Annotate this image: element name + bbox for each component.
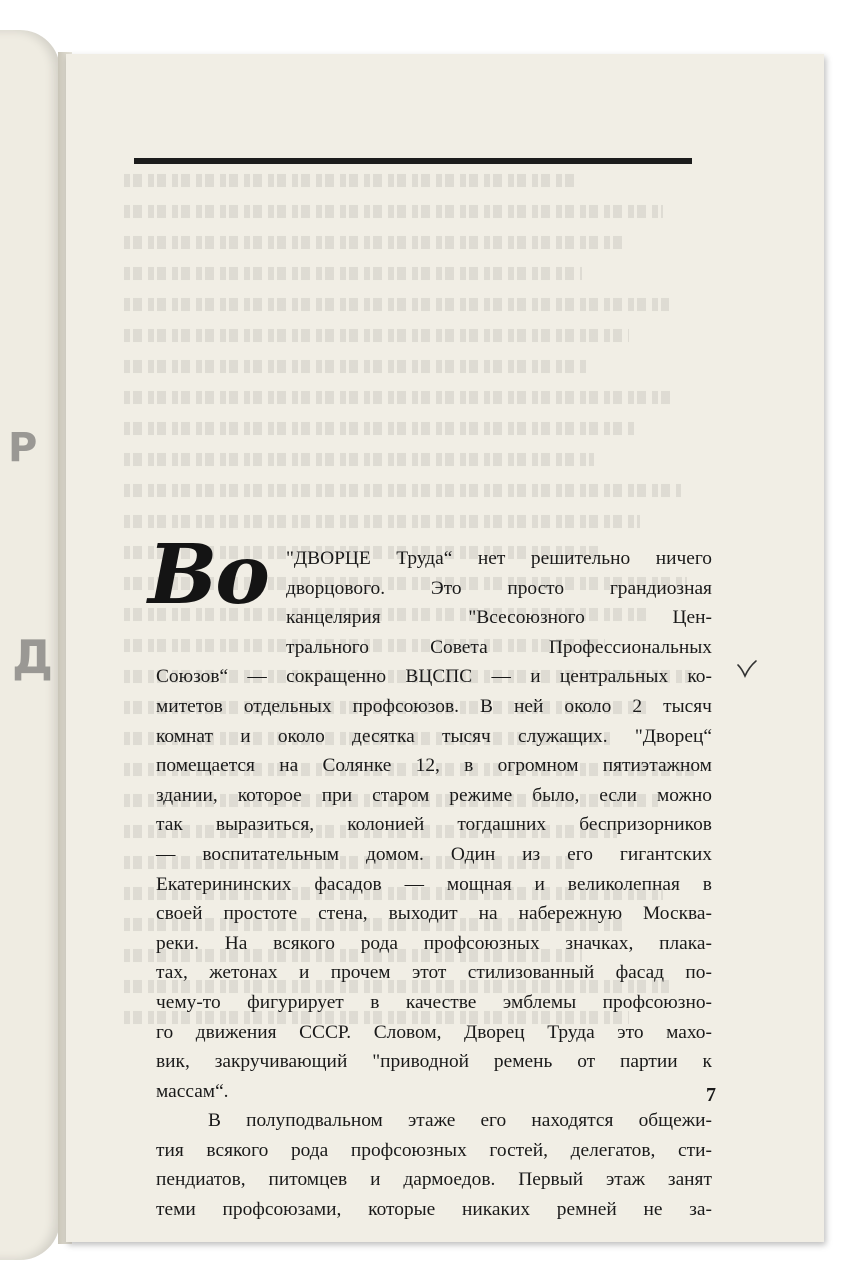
text-line: своей простоте стена, выходит на набережную Москва-	[156, 903, 712, 925]
text-line: вик, закручивающий "приводной ремень от партии к	[156, 1051, 712, 1073]
show-through-line	[124, 453, 594, 466]
text-line: массам“.	[156, 1080, 229, 1102]
show-through-line	[124, 391, 675, 404]
text-line: го движения СССР. Словом, Дворец Труда это махо-	[156, 1021, 712, 1043]
book-page	[66, 54, 824, 1242]
page-number: 7	[706, 1084, 716, 1106]
show-through-line	[124, 329, 629, 342]
text-line: тия всякого рода профсоюзных гостей, делегатов, сти-	[156, 1139, 712, 1161]
text-line: тах, жетонах и прочем этот стилизованный фасад по-	[156, 962, 712, 984]
text-line: чему-то фигурирует в качестве эмблемы профсоюзно-	[156, 991, 712, 1013]
drop-cap: Во	[148, 527, 269, 623]
text-line: помещается на Солянке 12, в огромном пятиэтажном	[156, 755, 712, 777]
show-through-line	[124, 267, 582, 280]
text-line: реки. На всякого рода профсоюзных значках, плака-	[156, 932, 712, 954]
show-through-line	[124, 236, 623, 249]
show-through-line	[124, 484, 681, 497]
text-line: пендиатов, питомцев и дармоедов. Первый этаж занят	[156, 1169, 712, 1191]
text-line: теми профсоюзами, которые никаких ремней не за-	[156, 1199, 712, 1221]
text-line: дворцового. Это просто грандиозная	[286, 577, 712, 599]
left-page-fragment: Д	[12, 630, 53, 684]
text-line: трального Совета Профессиональных	[286, 636, 712, 658]
text-line: В полуподвальном этаже его находятся общежи-	[208, 1110, 712, 1132]
text-line: Союзов“ — сокращенно ВЦСПС — и центральных ко-	[156, 666, 712, 688]
text-line: комнат и около десятка тысяч служащих. "Дворец“	[156, 725, 712, 747]
text-line: здании, которое при старом режиме было, если можно	[156, 784, 712, 806]
text-line: "ДВОРЦЕ Труда“ нет решительно ничего	[286, 548, 712, 569]
show-through-line	[124, 205, 663, 218]
left-page-edge	[0, 30, 60, 1260]
chapter-rule	[134, 158, 692, 164]
show-through-line	[124, 422, 634, 435]
left-page-fragment: Р	[8, 425, 38, 471]
pencil-check-mark-icon	[736, 659, 758, 679]
text-line: митетов отдельных профсоюзов. В ней около 2 тысяч	[156, 695, 712, 717]
show-through-line	[124, 174, 576, 187]
text-line: — воспитательным домом. Один из его гигантских	[156, 843, 712, 865]
text-line: так выразиться, колонией тогдашних беспризорников	[156, 814, 712, 836]
body-text	[156, 544, 712, 1225]
show-through-line	[124, 298, 669, 311]
show-through-line	[124, 360, 588, 373]
text-line: канцелярия "Всесоюзного Цен-	[286, 607, 712, 629]
text-line: Екатерининских фасадов — мощная и великолепная в	[156, 873, 712, 895]
